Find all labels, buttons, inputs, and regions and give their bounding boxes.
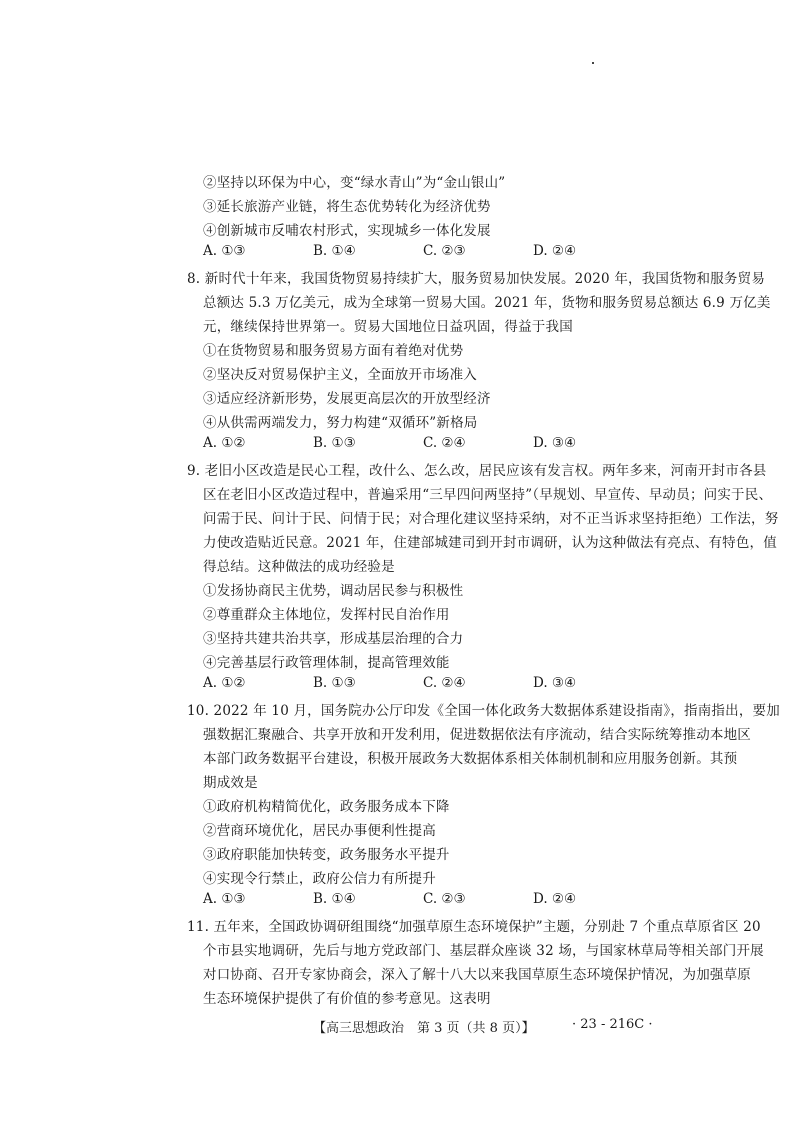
q7-choice-c: C. ②③ <box>423 243 466 259</box>
q8-option-1: ①在货物贸易和服务贸易方面有着绝对优势 <box>203 343 464 359</box>
q10-option-4: ④实现令行禁止，政府公信力有所提升 <box>203 871 436 887</box>
q7-option-2: ②坚持以环保为中心，变“绿水青山”为“金山银山” <box>203 175 506 191</box>
q9-choice-c: C. ②④ <box>423 675 466 691</box>
q8-option-3: ③适应经济新形势，发展更高层次的开放型经济 <box>203 391 491 407</box>
q8-option-2: ②坚决反对贸易保护主义，全面放开市场准入 <box>203 367 477 383</box>
q8-stem-line-3: 元，继续保持世界第一。贸易大国地位日益巩固，得益于我国 <box>203 319 573 335</box>
q11-stem-line-4: 生态环境保护提供了有价值的参考意见。这表明 <box>203 991 491 1007</box>
q10-stem-line-4: 期成效是 <box>203 775 258 791</box>
q10-stem-line-3: 本部门政务数据平台建设，积极开展政务大数据体系相关体制机制和应用服务创新。其预 <box>203 751 738 767</box>
q10-choice-b: B. ①④ <box>313 891 356 907</box>
q10-stem-line-1: 10. 2022 年 10 月，国务院办公厅印发《全国一体化政务大数据体系建设指南》，指南指出，要加 <box>187 703 780 719</box>
q8-choice-b: B. ①③ <box>313 435 356 451</box>
q7-option-4: ④创新城市反哺农村形式，实现城乡一体化发展 <box>203 223 491 239</box>
page-footer-code: · 23 - 216C · <box>572 1017 653 1032</box>
q11-stem-line-1: 11. 五年来，全国政协调研组围绕“加强草原生态环境保护”主题，分别赴 7 个重点草原省区 20 <box>187 919 761 935</box>
q7-choice-d: D. ②④ <box>533 243 577 259</box>
scan-speck <box>592 62 594 64</box>
q8-stem-line-2: 总额达 5.3 万亿美元，成为全球第一贸易大国。2021 年，货物和服务贸易总额达 6.9 万亿美 <box>203 295 771 311</box>
q10-option-3: ③政府职能加快转变，政务服务水平提升 <box>203 847 450 863</box>
q9-option-1: ①发扬协商民主优势，调动居民参与积极性 <box>203 583 464 599</box>
q10-option-2: ②营商环境优化，居民办事便利性提高 <box>203 823 436 839</box>
q10-choice-d: D. ②④ <box>533 891 577 907</box>
q9-option-2: ②尊重群众主体地位，发挥村民自治作用 <box>203 607 450 623</box>
q8-choice-a: A. ①② <box>203 435 246 451</box>
q9-option-4: ④完善基层行政管理体制，提高管理效能 <box>203 655 450 671</box>
q8-choice-d: D. ③④ <box>533 435 577 451</box>
q9-stem-line-4: 力使改造贴近民意。2021 年，住建部城建司到开封市调研，认为这种做法有亮点、有特色，值 <box>203 535 777 551</box>
q9-stem-line-3: 问需于民、问计于民、问情于民；对合理化建议坚持采纳，对不正当诉求坚持拒绝）工作法，努 <box>203 511 779 527</box>
q7-option-3: ③延长旅游产业链，将生态优势转化为经济优势 <box>203 199 491 215</box>
q10-option-1: ①政府机构精简优化，政务服务成本下降 <box>203 799 450 815</box>
q7-choice-a: A. ①③ <box>203 243 246 259</box>
q9-stem-line-1: 9. 老旧小区改造是民心工程，改什么、怎么改，居民应该有发言权。两年多来，河南开封市各县 <box>187 463 767 479</box>
q9-choice-a: A. ①② <box>203 675 246 691</box>
q10-stem-line-2: 强数据汇聚融合、共享开放和开发利用，促进数据依法有序流动，结合实际统筹推动本地区 <box>203 727 751 743</box>
q8-option-4: ④从供需两端发力，努力构建“双循环”新格局 <box>203 415 478 431</box>
q11-stem-line-2: 个市县实地调研，先后与地方党政部门、基层群众座谈 32 场，与国家林草局等相关部门开展 <box>203 943 764 959</box>
q10-choice-c: C. ②③ <box>423 891 466 907</box>
q9-stem-line-2: 区在老旧小区改造过程中，普遍采用“三早四问两坚持”（早规划、早宣传、早动员；问实于民、 <box>203 487 773 503</box>
q10-choice-a: A. ①③ <box>203 891 246 907</box>
page-footer-label: 【高三思想政治 第 3 页（共 8 页）】 <box>313 1021 535 1036</box>
q9-option-3: ③坚持共建共治共享，形成基层治理的合力 <box>203 631 464 647</box>
q8-stem-line-1: 8. 新时代十年来，我国货物贸易持续扩大，服务贸易加快发展。2020 年，我国货物和服务贸易 <box>187 271 766 287</box>
q9-choice-d: D. ③④ <box>533 675 577 691</box>
q7-choice-b: B. ①④ <box>313 243 356 259</box>
q9-choice-b: B. ①③ <box>313 675 356 691</box>
q8-choice-c: C. ②④ <box>423 435 466 451</box>
q9-stem-line-5: 得总结。这种做法的成功经验是 <box>203 559 395 575</box>
q11-stem-line-3: 对口协商、召开专家协商会，深入了解十八大以来我国草原生态环境保护情况，为加强草原 <box>203 967 751 983</box>
